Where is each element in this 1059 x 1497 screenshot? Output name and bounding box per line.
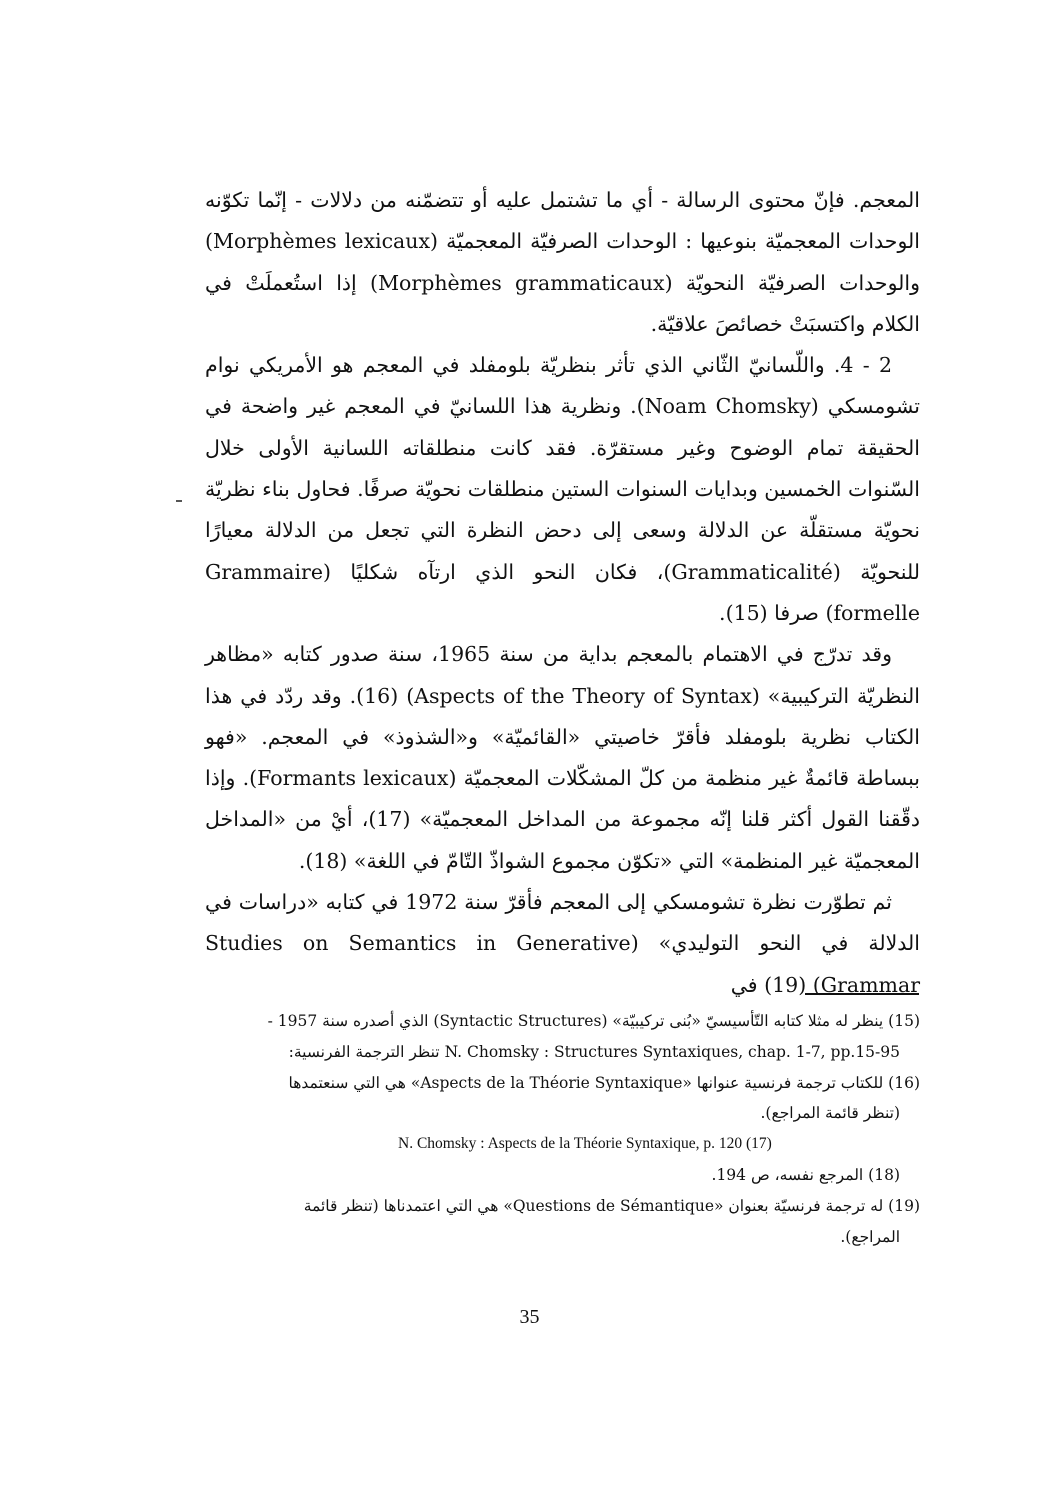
page-number: 35	[519, 1306, 540, 1328]
scan-speck	[176, 500, 182, 502]
paragraph-2: 2 - 4. واللّسانيّ الثّاني الذي تأثر بنظريّة بلومفلد في المعجم هو الأمريكي نوام تشومسكي (Noam Chomsky). ونظرية هذا اللسانيّ في المعجم غير واضحة في الحقيقة تمام الوضوح وغير مستقرّة. فقد كانت منطلقاته اللسانية الأولى خلال السّنوات الخمسين وبدايات السنوات الستين منطلقات نحويّة صرفًا. فحاول بناء نظريّة نحويّة مستقلّة عن الدلالة وسعى إلى دحض النظرة التي تجعل من الدلالة معيارًا للنحويّة (Grammaticalité)، فكان النحو الذي ارتآه شكليًا (Grammaire formelle) صرفا (15).	[205, 353, 920, 625]
footnote-19-continuation: المراجع).	[840, 1227, 900, 1246]
main-text	[205, 180, 920, 1006]
paragraph-4: ثم تطوّرت نظرة تشومسكي إلى المعجم فأقرّ سنة 1972 في كتابه «دراسات في الدلالة في النحو التوليدي» (Studies on Semantics in Generative Grammar) (19) في	[205, 890, 920, 997]
footnote-16-continuation: (تنظر قائمة المراجع).	[760, 1104, 900, 1123]
footnote-19: (19) له ترجمة فرنسيّة بعنوان «Questions de Sémantique» هي التي اعتمدناها (تنظر قائمة	[303, 1196, 920, 1215]
paragraph-1: المعجم. فإنّ محتوى الرسالة - أي ما تشتمل عليه أو تتضمّنه من دلالات - إنّما تكوّنه الوحدات المعجميّة بنوعيها : الوحدات الصرفيّة المعجميّة (Morphèmes lexicaux) والوحدات الصرفيّة النحويّة (Morphèmes grammaticaux) إذا استُعملَتْ في الكلام واكتسبَتْ خصائصَ علاقيّة.	[205, 188, 921, 336]
footnote-15: (15) ينظر له مثلا كتابه التّأسيسيّ «بُنى تركيبيّة» (Syntactic Structures) الذي أصدره سنة 1957 -	[267, 1012, 920, 1030]
footnote-18: (18) المرجع نفسه، ص 194.	[711, 1165, 900, 1184]
footnote-15-ref: N. Chomsky : Structures Syntaxiques, chap. 1-7, pp.15-95	[444, 1042, 900, 1061]
footnote-16: (16) للكتاب ترجمة فرنسية عنوانها «Aspects de la Théorie Syntaxique» هي التي سنعتمدها	[288, 1073, 920, 1092]
footnote-15-cont-text: تنظر الترجمة الفرنسية:	[288, 1042, 440, 1061]
footnotes	[198, 1006, 920, 1252]
footnote-15-continuation	[198, 1037, 920, 1068]
footnote-17: N. Chomsky : Aspects de la Théorie Syntaxique, p. 120 (17)	[398, 1135, 772, 1153]
footnote-separator	[805, 993, 919, 995]
paragraph-3: وقد تدرّج في الاهتمام بالمعجم بداية من سنة 1965، سنة صدور كتابه «مظاهر النظريّة التركيبية» (Aspects of the Theory of Syntax) (16). وقد ردّد في هذا الكتاب نظرية بلومفلد فأقرّ خاصيتي «القائميّة» و«الشذوذ» في المعجم. «فهو ببساطة قائمةٌ غير منظمة من كلّ المشكّلات المعجميّة (Formants lexicaux). وإذا دقّقنا القول أكثر قلنا إنّه مجموعة من المداخل المعجميّة» (17)، أيْ من «المداخل المعجميّة غير المنظمة» التي «تكوّن مجموع الشواذّ التّامّ في اللغة» (18).	[205, 642, 921, 873]
